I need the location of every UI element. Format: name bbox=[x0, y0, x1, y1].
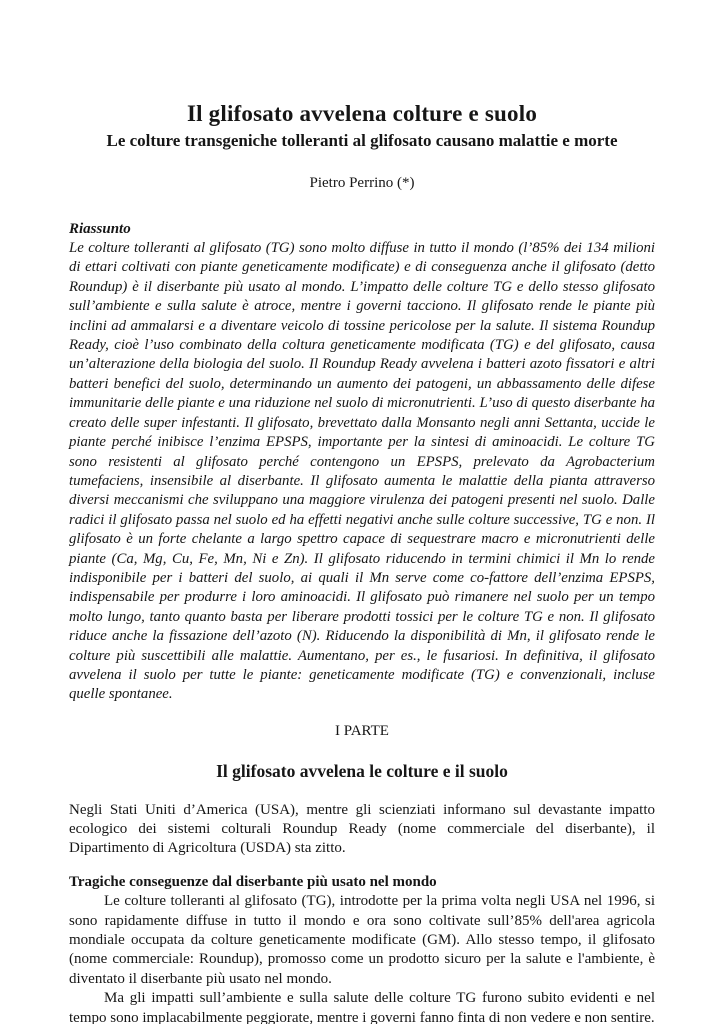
abstract-text: Le colture tolleranti al glifosato (TG) sono molto diffuse in tutto il mondo (l’85% dei 134 milioni di ettari coltivati con piante geneticamente modificate) e di conseguenza anche il glifosato (detto Roundup) è il diserbante più usato al mondo. L’impatto delle colture TG e dello stesso glifosato sull’ambiente e sulla salute è atroce, mentre i governi tacciono. Il glifosato rende le piante più inclini ad ammalarsi e a diventare veicolo di tossine pericolose per la salute. Il sistema Roundup Ready, cioè l’uso combinato della coltura geneticamente modificata (TG) e del glifosato, causa un’alterazione della biologia del suolo. Il Roundup Ready avvelena i batteri azoto fissatori e altri batteri benefici del suolo, determinando un aumento dei patogeni, un abbassamento delle difese immunitarie delle piante e una riduzione nel suolo di micronutrienti. L’uso di questo diserbante ha creato delle super infestanti. Il glifosato, brevettato dalla Monsanto negli anni Settanta, uccide le piante perché inibisce l’enzima EPSPS, importante per la sintesi di aminoacidi. Le colture TG sono resistenti al glifosato perché contengono un EPSPS, prelevato da Agrobacterium tumefaciens, insensibile al diserbante. Il glifosato aumenta le malattie della pianta attraverso diversi meccanismi che sviluppano una maggiore virulenza dei patogeni presenti nel suolo. Dalle radici il glifosato passa nel suolo ed ha effetti negativi anche sulle colture successive, TG e non. Il glifosato è un forte chelante a largo spettro capace di sequestrare macro e micronutrienti delle piante (Ca, Mg, Cu, Fe, Mn, Ni e Zn). Il glifosato riducendo in termini chimici il Mn lo rende indisponibile per i batteri del suolo, ai quali il Mn serve come co-fattore dell’enzima EPSPS, indispensabile per produrre i loro aminoacidi. Il glifosato può rimanere nel suolo per un tempo molto lungo, tanto quanto basta per liberare prodotti tossici per le colture TG e non. Il glifosato riduce anche la fissazione dell’azoto (N). Riducendo la disponibilità di Mn, il glifosato rende le colture più suscettibili alle malattie. Aumentano, per es., le fusariosi. In definitiva, il glifosato avvelena il suolo per tutte le piante: geneticamente modificate (TG) e convenzionali, incluse quelle spontanee. bbox=[69, 240, 655, 703]
author-line: Pietro Perrino (*) bbox=[309, 175, 415, 192]
body-paragraph: Le colture tolleranti al glifosato (TG), introdotte per la prima volta negli USA nel 1996, si sono rapidamente diffuse in tutto il mondo e ora sono coltivate sull’85% dell'area agricola mondiale occupata da colture geneticamente modificate (GM). Allo stesso tempo, il glifosato (nome commerciale: Roundup), promosso come un prodotto sicuro per la salute e l'ambiente, è diventato il diserbante più usato nel mondo. bbox=[69, 893, 655, 987]
abstract-heading: Riassunto bbox=[69, 220, 131, 237]
intro-paragraph: Negli Stati Uniti d’America (USA), mentre gli scienziati informano sul devastante impatto ecologico dei sistemi colturali Roundup Ready (nome commerciale del diserbante), il Dipartimento di Agricoltura (USDA) sta zitto. bbox=[69, 801, 655, 857]
page-title: Il glifosato avvelena colture e suolo bbox=[186, 101, 538, 126]
body-paragraph: Ma gli impatti sull’ambiente e sulla salute delle colture TG furono subito evidenti e nel tempo sono implacabilmente peggiorate, mentre i governi fanno finta di non vedere e non sentire. bbox=[69, 990, 655, 1024]
section-heading: Il glifosato avvelena le colture e il suolo bbox=[216, 761, 508, 782]
page-subtitle: Le colture transgeniche tolleranti al glifosato causano malattie e morte bbox=[106, 131, 618, 151]
subsection-heading: Tragiche conseguenze dal diserbante più usato nel mondo bbox=[69, 873, 437, 890]
part-heading: I PARTE bbox=[335, 722, 389, 739]
